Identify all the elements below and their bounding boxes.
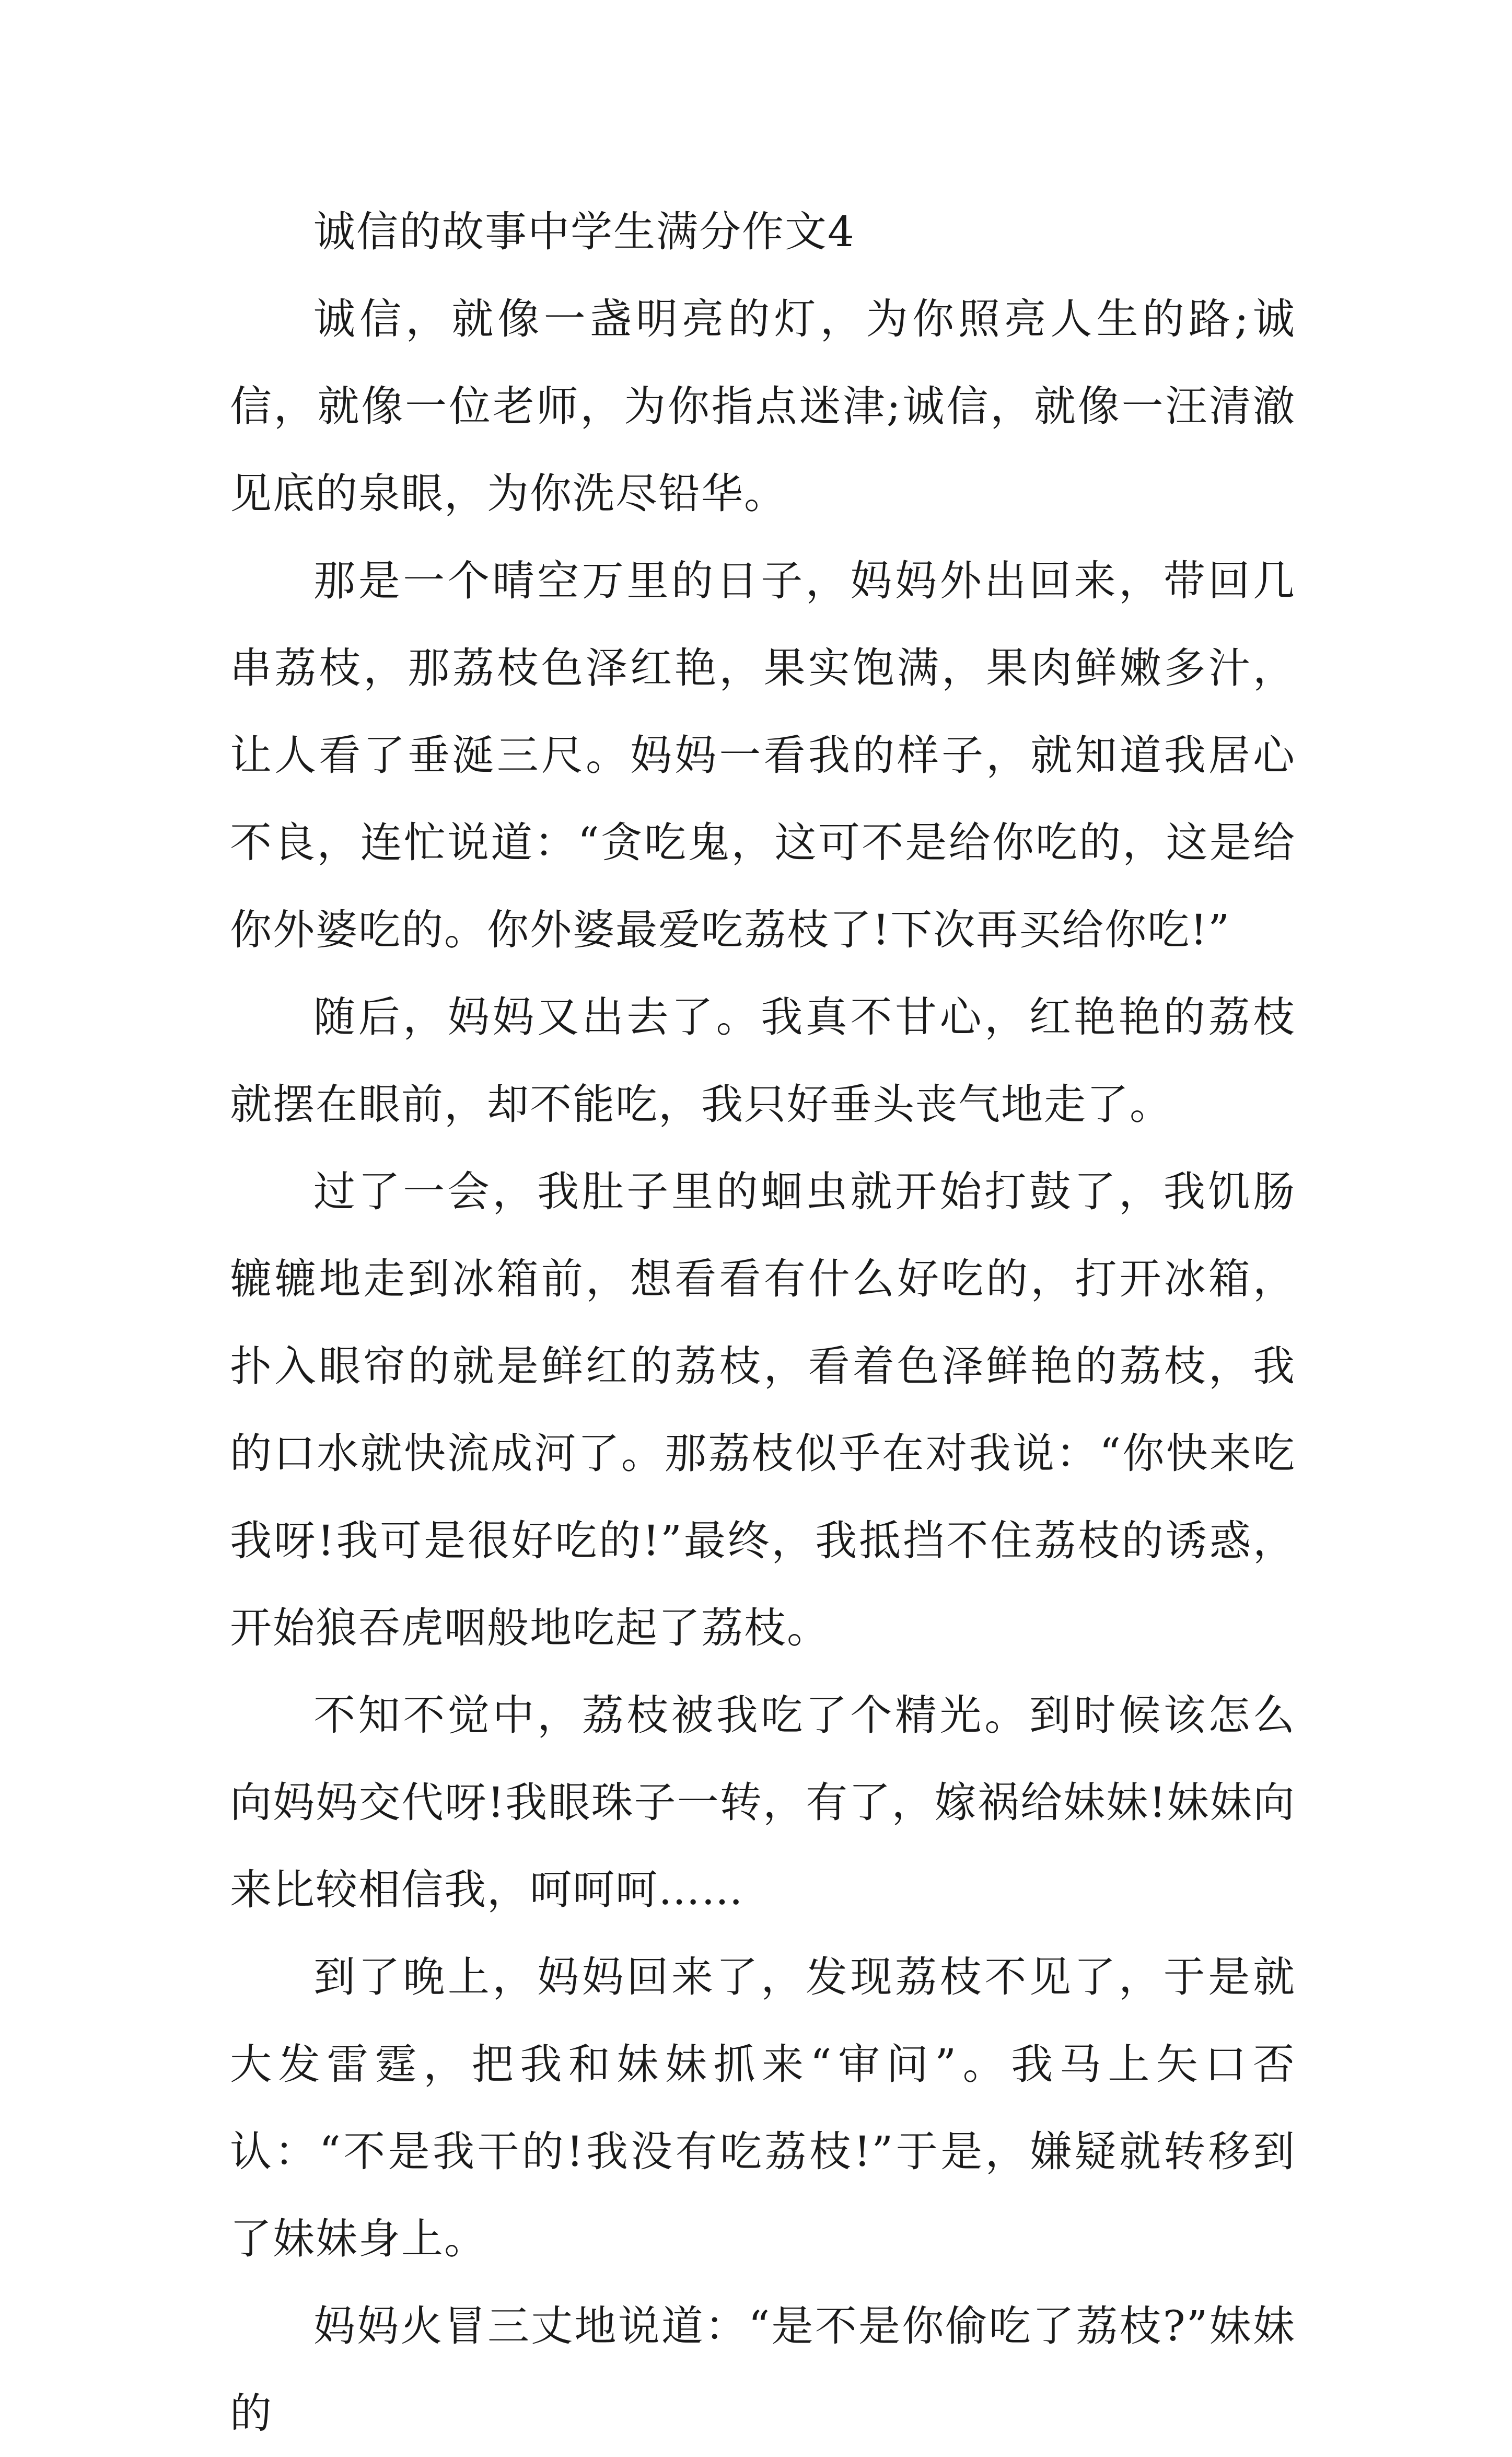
document-body	[230, 188, 1296, 2457]
paragraph-3: 随后，妈妈又出去了。我真不甘心，红艳艳的荔枝就摆在眼前，却不能吃，我只好垂头丧气地走了。	[230, 993, 1296, 1129]
paragraph-6: 到了晚上，妈妈回来了，发现荔枝不见了，于是就大发雷霆，把我和妹妹抓来“审问”。我马上矢口否认：“不是我干的!我没有吃荔枝!”于是，嫌疑就转移到了妹妹身上。	[230, 1953, 1296, 2263]
paragraph-5: 不知不觉中，荔枝被我吃了个精光。到时候该怎么向妈妈交代呀!我眼珠子一转，有了，嫁祸给妹妹!妹妹向来比较相信我，呵呵呵……	[230, 1691, 1296, 1914]
paragraph-7: 妈妈火冒三丈地说道：“是不是你偷吃了荔枝?”妹妹的	[230, 2302, 1296, 2438]
paragraph-4: 过了一会，我肚子里的蛔虫就开始打鼓了，我饥肠辘辘地走到冰箱前，想看看有什么好吃的，打开冰箱，扑入眼帘的就是鲜红的荔枝，看着色泽鲜艳的荔枝，我的口水就快流成河了。那荔枝似乎在对我说：“你快来吃我呀!我可是很好吃的!”最终，我抵挡不住荔枝的诱惑，开始狼吞虎咽般地吃起了荔枝。	[230, 1167, 1296, 1652]
paragraph-2: 那是一个晴空万里的日子，妈妈外出回来，带回几串荔枝，那荔枝色泽红艳，果实饱满，果肉鲜嫩多汁，让人看了垂涎三尺。妈妈一看我的样子，就知道我居心不良，连忙说道：“贪吃鬼，这可不是给你吃的，这是给你外婆吃的。你外婆最爱吃荔枝了!下次再买给你吃!”	[230, 557, 1296, 954]
essay-title: 诚信的故事中学生满分作文4	[313, 207, 855, 256]
paragraph-1: 诚信，就像一盏明亮的灯，为你照亮人生的路;诚信，就像一位老师，为你指点迷津;诚信，就像一汪清澈见底的泉眼，为你洗尽铅华。	[230, 295, 1296, 518]
